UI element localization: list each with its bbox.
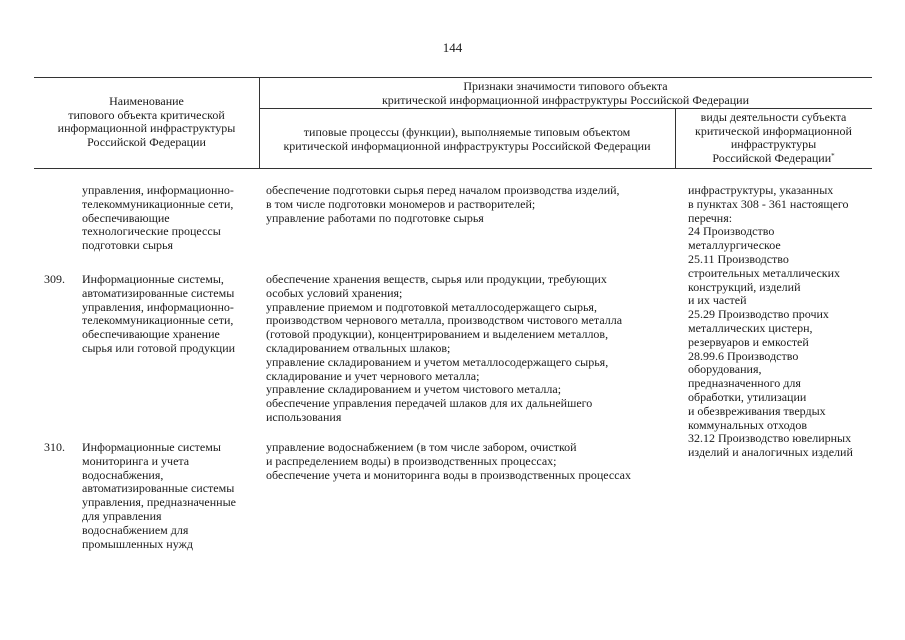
- row-310-processes: управление водоснабжением (в том числе забором, очисткой и распределением воды) в производственных процессах; обеспечение учета и мониторинга воды в производственных процессах: [266, 440, 631, 482]
- row-309-number: 309.: [44, 272, 65, 286]
- table-top-border: [34, 77, 872, 78]
- activities-list: инфраструктуры, указанных в пунктах 308 - 361 настоящего перечня: 24 Производство металлургическое 25.11 Производство строительных металлических конструкций, изделий и их частей 25.29 Производство прочих металлических цистерн, резервуаров и емкостей 28.99.6 Производство оборудования, предназначенного для обработки, утилизации и обезвреживания твердых коммунальных отходов 32.12 Производство ювелирных изделий и аналогичных изделий: [688, 183, 853, 460]
- row-310-number: 310.: [44, 440, 65, 454]
- row-continued-name: управления, информационно- телекоммуникационные сети, обеспечивающие технологические процессы подготовки сырья: [82, 183, 234, 253]
- header-name-column: Наименование типового объекта критической информационной инфраструктуры Российской Федерации: [57, 94, 236, 149]
- header-activities-text: виды деятельности субъекта критической информационной инфраструктуры Российской Федерации: [695, 110, 852, 165]
- header-bottom-border: [34, 168, 872, 169]
- header-signs-group: Признаки значимости типового объекта критической информационной инфраструктуры Российской Федерации: [381, 79, 750, 107]
- row-310-name: Информационные системы мониторинга и учета водоснабжения, автоматизированные системы управления, предназначенные для управления водоснабжением для промышленных нужд: [82, 440, 236, 551]
- footnote-mark: *: [831, 151, 835, 160]
- signs-subheader-divider: [259, 108, 872, 109]
- row-309-name: Информационные системы, автоматизированные системы управления, информационно- телекоммуникационные сети, обеспечивающие хранение сырья или готовой продукции: [82, 272, 236, 355]
- page-number: 144: [442, 40, 463, 55]
- header-activities-column: [675, 111, 872, 165]
- row-309-processes: обеспечение хранения веществ, сырья или продукции, требующих особых условий хранения; управление приемом и подготовкой металлосодержащего сырья, производством чернового металла, производством чистового металла (готовой продукции), концентрированием и выделением металлов, складированием отвальных шлаков; управление складированием и учетом металлосодержащего сырья, складирование и учет чернового металла; управление складированием и учетом чистового металла; обеспечение управления передачей шлаков для их дальнейшего использования: [266, 272, 623, 424]
- row-continued-processes: обеспечение подготовки сырья перед началом производства изделий, в том числе подготовки мономеров и растворителей; управление работами по подготовке сырья: [266, 183, 620, 225]
- header-processes-column: типовые процессы (функции), выполняемые типовым объектом критической информационной инфраструктуры Российской Федерации: [283, 125, 651, 153]
